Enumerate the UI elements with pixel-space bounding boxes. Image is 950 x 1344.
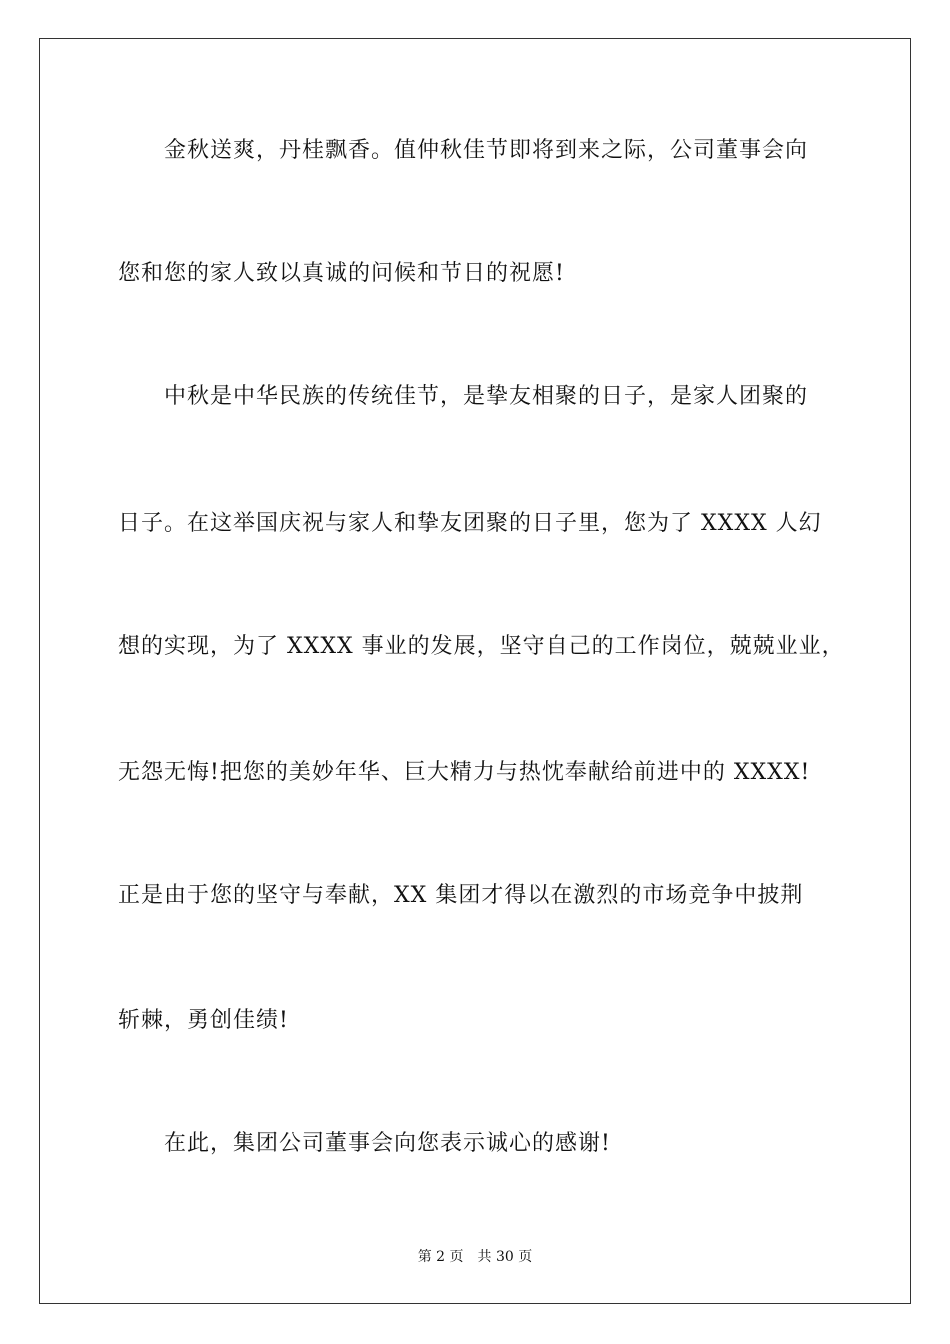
page-border — [39, 38, 911, 1304]
paragraph-1-line-1: 金秋送爽，丹桂飘香。值仲秋佳节即将到来之际，公司董事会向 — [164, 138, 809, 163]
paragraph-2-line-5: 正是由于您的坚守与奉献，XX 集团才得以在激烈的市场竞争中披荆 — [118, 883, 804, 908]
paragraph-2-line-6: 斩棘，勇创佳绩! — [118, 1008, 289, 1033]
page-total: 共 30 页 — [477, 1249, 533, 1265]
paragraph-1-line-2: 您和您的家人致以真诚的问候和节日的祝愿! — [118, 261, 565, 286]
paragraph-3-line-1: 在此，集团公司董事会向您表示诚心的感谢! — [164, 1131, 611, 1156]
page-footer — [0, 1247, 950, 1267]
page-number: 第 2 页 — [417, 1249, 464, 1265]
paragraph-2-line-3: 想的实现，为了 XXXX 事业的发展，坚守自己的工作岗位，兢兢业业， — [118, 634, 845, 659]
paragraph-2-line-4: 无怨无悔!把您的美妙年华、巨大精力与热忱奉献给前进中的 XXXX! — [118, 760, 811, 785]
paragraph-2-line-2: 日子。在这举国庆祝与家人和挚友团聚的日子里，您为了 XXXX 人幻 — [118, 511, 822, 536]
paragraph-2-line-1: 中秋是中华民族的传统佳节，是挚友相聚的日子，是家人团聚的 — [164, 384, 809, 409]
